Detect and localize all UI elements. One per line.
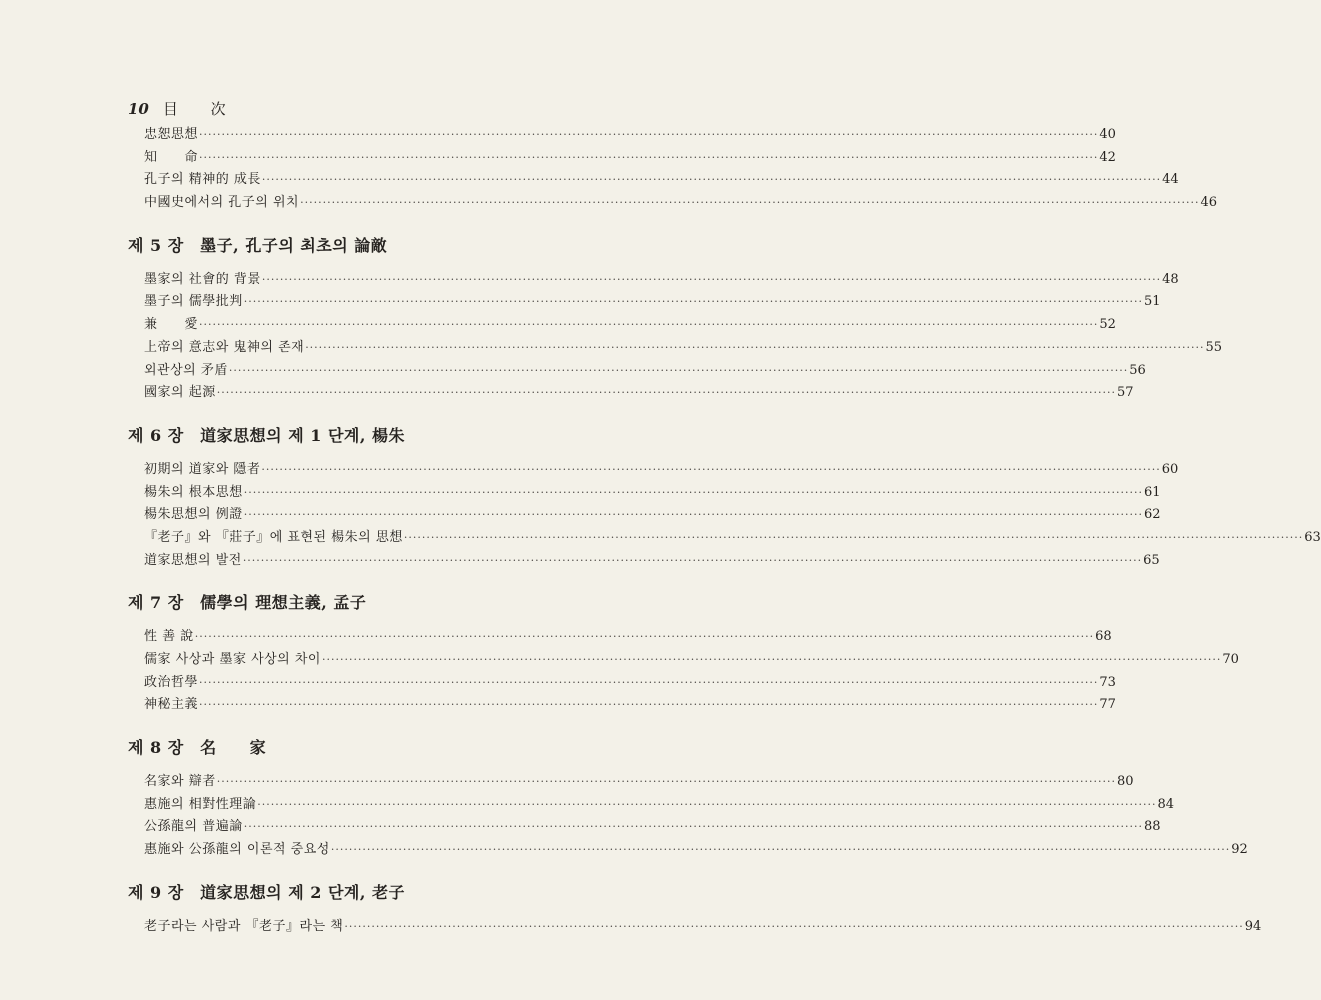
- toc-entry[interactable]: [128, 672, 1116, 695]
- toc-entry[interactable]: [128, 269, 1179, 292]
- toc-entry[interactable]: [128, 626, 1112, 649]
- entry-title: 楊朱의 根本思想: [144, 484, 243, 500]
- dot-leader: ········································································································································································································: [344, 919, 1244, 933]
- entry-title: 兼 愛: [144, 317, 199, 333]
- entry-page-number: 84: [1157, 796, 1175, 812]
- entry-title: 名家와 辯者: [144, 774, 216, 790]
- entry-title: 神秘主義: [144, 697, 199, 713]
- toc-entry[interactable]: [128, 291, 1161, 314]
- page-header: [128, 98, 240, 119]
- toc-entry[interactable]: [128, 124, 1116, 147]
- entry-page-number: 88: [1144, 819, 1161, 835]
- entry-title: 儒家 사상과 墨家 사상의 차이: [144, 652, 321, 667]
- entry-page-number: 51: [1144, 294, 1161, 310]
- entry-title: 政治哲學: [144, 674, 199, 690]
- entry-page-number: 40: [1099, 127, 1116, 142]
- toc-entry[interactable]: [128, 839, 1248, 862]
- dot-leader: ········································································································································································································: [243, 295, 1144, 309]
- toc-entry[interactable]: [128, 147, 1116, 170]
- entry-page-number: 62: [1144, 507, 1161, 523]
- dot-leader: ········································································································································································································: [199, 698, 1099, 712]
- chapter-heading: 제 7 장 儒學의 理想主義, 孟子: [128, 593, 367, 613]
- table-of-contents: [128, 124, 1321, 939]
- dot-leader: ········································································································································································································: [261, 272, 1162, 286]
- entry-title: 初期의 道家와 隱者: [144, 461, 261, 477]
- toc-entry[interactable]: [128, 314, 1116, 337]
- chapter-heading: 제 5 장 墨子, 孔子의 최초의 論敵: [128, 235, 388, 255]
- entry-title: 墨家의 社會的 背景: [144, 271, 261, 287]
- toc-entry[interactable]: [128, 550, 1160, 573]
- dot-leader: ········································································································································································································: [261, 173, 1162, 187]
- toc-entry[interactable]: [128, 337, 1223, 360]
- entry-title: 道家思想의 발전: [144, 552, 242, 568]
- dot-leader: ········································································································································································································: [194, 630, 1095, 644]
- dot-leader: ········································································································································································································: [300, 196, 1200, 210]
- entry-page-number: 57: [1117, 385, 1134, 401]
- dot-leader: ········································································································································································································: [243, 508, 1144, 522]
- dot-leader: ········································································································································································································: [257, 797, 1157, 811]
- dot-leader: ········································································································································································································: [199, 128, 1099, 141]
- dot-leader: ········································································································································································································: [228, 363, 1129, 377]
- toc-entry[interactable]: [128, 916, 1262, 939]
- entry-title: 楊朱思想의 例證: [144, 507, 243, 523]
- toc-entry[interactable]: [128, 816, 1161, 839]
- entry-title: 國家의 起源: [144, 385, 216, 401]
- entry-title: 외관상의 矛盾: [144, 362, 228, 378]
- dot-leader: ········································································································································································································: [403, 530, 1304, 544]
- entry-page-number: 42: [1099, 149, 1116, 165]
- dot-leader: ········································································································································································································: [322, 653, 1222, 666]
- dot-leader: ········································································································································································································: [243, 820, 1144, 834]
- entry-page-number: 48: [1162, 271, 1179, 287]
- toc-chapter: [128, 233, 1223, 405]
- entry-page-number: 73: [1099, 674, 1116, 690]
- entry-page-number: 77: [1099, 697, 1116, 713]
- toc-entry[interactable]: [128, 504, 1161, 527]
- entry-title: 墨子의 儒學批判: [144, 294, 243, 310]
- entry-title: 惠施와 公孫龍의 이론적 중요성: [144, 842, 330, 858]
- entry-page-number: 52: [1099, 317, 1116, 333]
- toc-entry[interactable]: [128, 169, 1179, 192]
- toc-entry[interactable]: [128, 382, 1134, 405]
- toc-entry[interactable]: [128, 649, 1239, 672]
- dot-leader: ········································································································································································································: [216, 386, 1117, 400]
- entry-page-number: 92: [1231, 842, 1248, 858]
- entry-title: 公孫龍의 普遍論: [144, 819, 243, 835]
- entry-page-number: 56: [1129, 362, 1146, 378]
- toc-entry[interactable]: [128, 527, 1321, 550]
- entry-title: 忠恕思想: [144, 127, 199, 142]
- entry-title: 惠施의 相對性理論: [144, 796, 257, 812]
- entry-page-number: 80: [1117, 774, 1134, 790]
- toc-chapter: [128, 590, 1239, 717]
- dot-leader: ········································································································································································································: [199, 675, 1099, 689]
- dot-leader: ········································································································································································································: [261, 462, 1161, 476]
- dot-leader: ········································································································································································································: [216, 775, 1117, 789]
- toc-chapter: [128, 124, 1217, 215]
- chapter-heading: 제 9 장 道家思想의 제 2 단계, 老子: [128, 882, 405, 902]
- dot-leader: ········································································································································································································: [305, 340, 1205, 354]
- page-number: 10: [128, 100, 149, 118]
- entry-page-number: 55: [1205, 339, 1223, 355]
- chapter-heading: 제 6 장 道家思想의 제 1 단계, 楊朱: [128, 425, 405, 445]
- entry-page-number: 63: [1304, 529, 1321, 545]
- toc-chapter: [128, 423, 1321, 572]
- dot-leader: ········································································································································································································: [242, 553, 1143, 567]
- toc-entry[interactable]: [128, 694, 1116, 717]
- entry-title: 孔子의 精神的 成長: [144, 172, 261, 188]
- entry-title: 知 命: [144, 149, 199, 165]
- toc-entry[interactable]: [128, 360, 1146, 383]
- entry-title: 『老子』와 『莊子』에 표현된 楊朱의 思想: [144, 529, 403, 545]
- entry-page-number: 70: [1222, 652, 1239, 667]
- entry-page-number: 65: [1143, 552, 1160, 568]
- entry-page-number: 61: [1144, 484, 1161, 500]
- toc-entry[interactable]: [128, 459, 1179, 482]
- toc-entry[interactable]: [128, 794, 1175, 817]
- entry-page-number: 68: [1095, 629, 1112, 645]
- toc-entry[interactable]: [128, 771, 1134, 794]
- dot-leader: ········································································································································································································: [199, 318, 1099, 332]
- dot-leader: ········································································································································································································: [243, 485, 1144, 499]
- entry-page-number: 94: [1244, 918, 1262, 934]
- entry-page-number: 60: [1161, 461, 1179, 477]
- chapter-heading: 제 8 장 名 家: [128, 738, 267, 758]
- entry-title: 性 善 說: [144, 629, 194, 645]
- dot-leader: ········································································································································································································: [199, 150, 1099, 164]
- toc-entry[interactable]: [128, 192, 1217, 215]
- entry-title: 上帝의 意志와 鬼神의 존재: [144, 339, 305, 355]
- dot-leader: ········································································································································································································: [330, 843, 1231, 857]
- entry-title: 老子라는 사람과 『老子』라는 책: [144, 918, 344, 934]
- entry-page-number: 44: [1162, 172, 1179, 188]
- toc-chapter: [128, 735, 1248, 862]
- toc-chapter: [128, 880, 1262, 939]
- entry-title: 中國史에서의 孔子의 위치: [144, 195, 300, 211]
- entry-page-number: 46: [1200, 195, 1217, 211]
- toc-entry[interactable]: [128, 482, 1161, 505]
- header-label: 目 次: [162, 100, 240, 118]
